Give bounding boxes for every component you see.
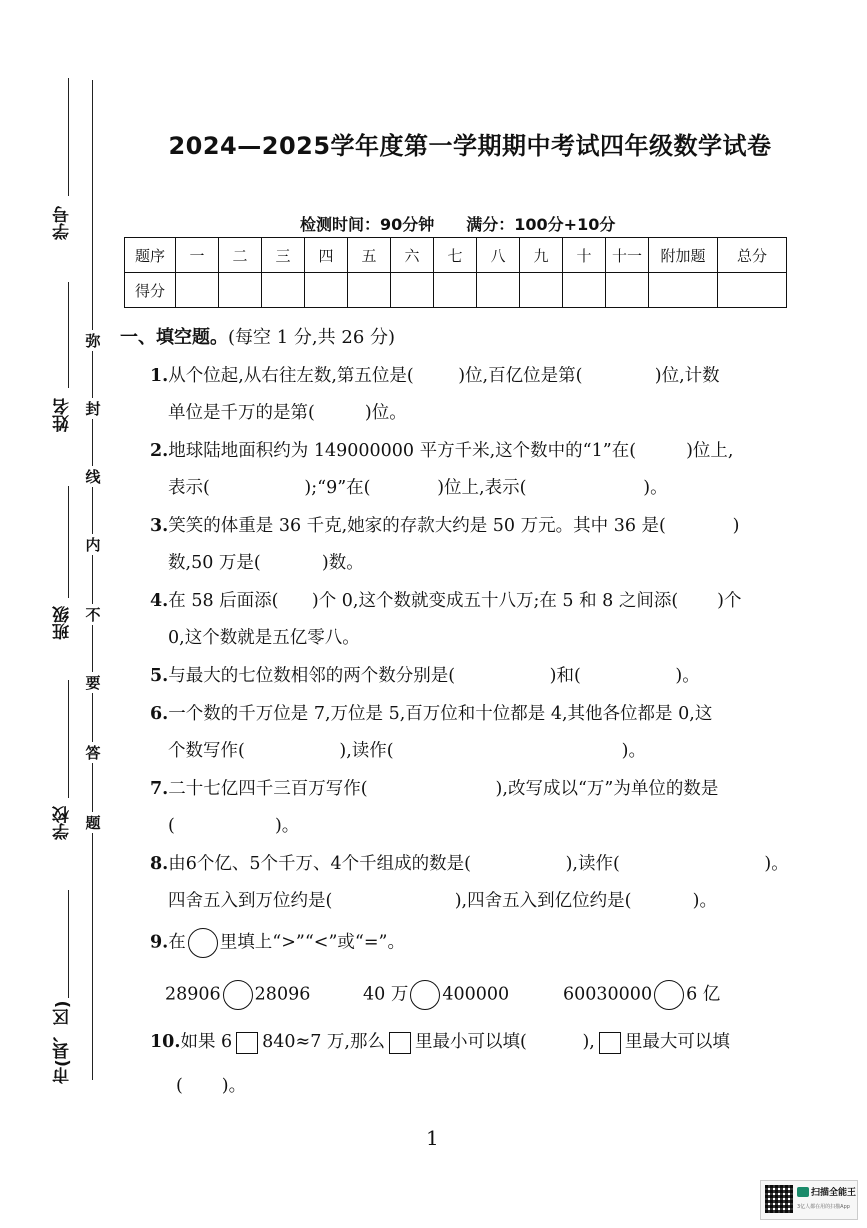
comparison-left: 60030000 (563, 984, 653, 1005)
comparison-right: 28096 (254, 984, 311, 1005)
score-cell[interactable] (219, 273, 262, 308)
score-cell[interactable] (606, 273, 649, 308)
table-header-cell: 二 (219, 238, 262, 273)
table-header-cell: 六 (391, 238, 434, 273)
class-blank (68, 486, 69, 598)
section-title: 一、填空题。 (120, 327, 228, 348)
comparison-left: 40 万 (363, 984, 409, 1005)
question-text: 在 (168, 932, 186, 953)
table-header-cell: 十一 (606, 238, 649, 273)
full-score: 满分：100分+10分 (466, 215, 616, 234)
question-9-line-1 (150, 928, 405, 958)
question-3-line-1 (150, 512, 739, 537)
comparison-item (363, 980, 509, 1010)
school-blank (68, 680, 69, 798)
question-text: 与最大的七位数相邻的两个数分别是( )和( )。 (168, 666, 700, 686)
score-cell[interactable] (348, 273, 391, 308)
section-heading (120, 323, 395, 349)
score-cell[interactable] (262, 273, 305, 308)
question-number: 6. (150, 704, 169, 724)
scanner-name: 扫描全能王 (811, 1188, 857, 1198)
scanner-watermark (760, 1180, 858, 1220)
exam-time: 检测时间：90分钟 (300, 215, 435, 234)
seal-char: 答 (85, 744, 101, 762)
question-1-line-1 (150, 362, 720, 387)
score-cell[interactable] (718, 273, 787, 308)
question-8-line-2: 四舍五入到万位约是( ),四舍五入到亿位约是( )。 (168, 891, 717, 911)
question-2-line-1 (150, 437, 733, 462)
section-note: (每空 1 分,共 26 分) (228, 327, 396, 348)
seal-char: 要 (85, 674, 101, 692)
question-7-line-2: ( )。 (168, 816, 300, 836)
city-label: 市(县、区) (53, 1000, 73, 1084)
score-table-score-row (125, 273, 787, 308)
seal-char: 封 (85, 400, 101, 418)
question-number: 9. (150, 932, 169, 953)
question-text: 在 58 后面添( )个 0,这个数就变成五十八万;在 5 和 8 之间添( )个 (168, 591, 742, 611)
question-text: 二十七亿四千三百万写作( ),改写成以“万”为单位的数是 (168, 779, 719, 799)
seal-char: 内 (85, 536, 101, 554)
table-header-cell: 附加题 (649, 238, 718, 273)
score-cell[interactable] (563, 273, 606, 308)
question-number: 3. (150, 516, 169, 536)
score-cell[interactable] (649, 273, 718, 308)
school-label: 学校 (53, 806, 73, 840)
question-8-line-1 (150, 850, 789, 875)
circle-icon (188, 928, 218, 958)
table-header-cell: 八 (477, 238, 520, 273)
comparison-circle-blank[interactable] (410, 980, 440, 1010)
table-header-cell: 总分 (718, 238, 787, 273)
scanner-tagline: 3亿人都在用的扫描App (797, 1204, 850, 1210)
question-text: 地球陆地面积约为 149000000 平方千米,这个数中的“1”在( )位上, (168, 441, 734, 461)
table-header-cell: 题序 (125, 238, 176, 273)
binding-line (92, 80, 93, 1080)
comparison-left: 28906 (165, 984, 221, 1005)
score-table-header-row (125, 238, 787, 273)
seal-char: 题 (85, 814, 101, 832)
question-number: 5. (150, 666, 169, 686)
question-text: 由6个亿、5个千万、4个千组成的数是( ),读作( )。 (168, 854, 789, 874)
comparison-item (165, 980, 310, 1010)
question-text: 里最大可以填 (624, 1032, 730, 1052)
page-title: 2024—2025学年度第一学期期中考试四年级数学试卷 (168, 132, 772, 160)
question-10-line-2: ( )。 (176, 1076, 247, 1096)
question-text: 一个数的千万位是 7,万位是 5,百万位和十位都是 4,其他各位都是 0,这 (168, 704, 713, 724)
square-box-blank[interactable] (236, 1032, 258, 1054)
question-number: 4. (150, 591, 169, 611)
question-7-line-1 (150, 775, 718, 800)
question-number: 7. (150, 779, 169, 799)
seal-char: 弥 (85, 332, 101, 350)
table-row-label: 得分 (125, 273, 176, 308)
score-cell[interactable] (434, 273, 477, 308)
score-cell[interactable] (520, 273, 563, 308)
question-number: 10. (150, 1032, 181, 1052)
question-text: 里填上“>”“<”或“=”。 (219, 932, 405, 953)
table-header-cell: 五 (348, 238, 391, 273)
comparison-right: 6 亿 (686, 984, 721, 1005)
city-blank (68, 890, 69, 998)
question-text: 840≈7 万,那么 (262, 1032, 385, 1052)
question-text: 如果 6 (180, 1032, 233, 1052)
table-header-cell: 十 (563, 238, 606, 273)
question-number: 2. (150, 441, 169, 461)
seal-char: 不 (85, 606, 101, 624)
question-4-line-2: 0,这个数就是五亿零八。 (168, 628, 360, 648)
table-header-cell: 一 (176, 238, 219, 273)
question-6-line-2: 个数写作( ),读作( )。 (168, 741, 647, 761)
comparison-circle-blank[interactable] (223, 980, 253, 1010)
question-text: 从个位起,从右往左数,第五位是( )位,百亿位是第( )位,计数 (168, 366, 720, 386)
comparison-item (563, 980, 720, 1010)
question-2-line-2: 表示( );“9”在( )位上,表示( )。 (168, 478, 668, 498)
score-cell[interactable] (391, 273, 434, 308)
square-box-icon (599, 1032, 621, 1054)
comparison-circle-blank[interactable] (654, 980, 684, 1010)
page-number: 1 (426, 1126, 439, 1150)
question-5-line-1 (150, 662, 700, 687)
question-10-line-1 (150, 1028, 730, 1054)
name-label: 姓名 (53, 398, 73, 432)
table-header-cell: 七 (434, 238, 477, 273)
question-text: 笑笑的体重是 36 千克,她家的存款大约是 50 万元。其中 36 是( ) (168, 516, 740, 536)
question-number: 1. (150, 366, 169, 386)
student-id-blank (68, 78, 69, 196)
question-3-line-2: 数,50 万是( )数。 (168, 553, 364, 573)
question-number: 8. (150, 854, 169, 874)
question-1-line-2: 单位是千万的是第( )位。 (168, 403, 407, 423)
comparison-right: 400000 (442, 984, 510, 1005)
seal-char: 线 (85, 468, 101, 486)
table-header-cell: 三 (262, 238, 305, 273)
name-blank (68, 282, 69, 388)
square-box-icon (389, 1032, 411, 1054)
score-cell[interactable] (477, 273, 520, 308)
table-header-cell: 四 (305, 238, 348, 273)
exam-info (300, 212, 647, 235)
question-4-line-1 (150, 587, 741, 612)
question-text: 里最小可以填( ), (414, 1032, 595, 1052)
scanner-logo-icon (797, 1187, 809, 1197)
score-table (124, 237, 787, 308)
question-6-line-1 (150, 700, 712, 725)
score-cell[interactable] (305, 273, 348, 308)
class-label: 班级 (53, 606, 73, 640)
qr-code-icon (765, 1185, 793, 1213)
student-id-label: 学号 (53, 206, 73, 240)
table-header-cell: 九 (520, 238, 563, 273)
score-cell[interactable] (176, 273, 219, 308)
